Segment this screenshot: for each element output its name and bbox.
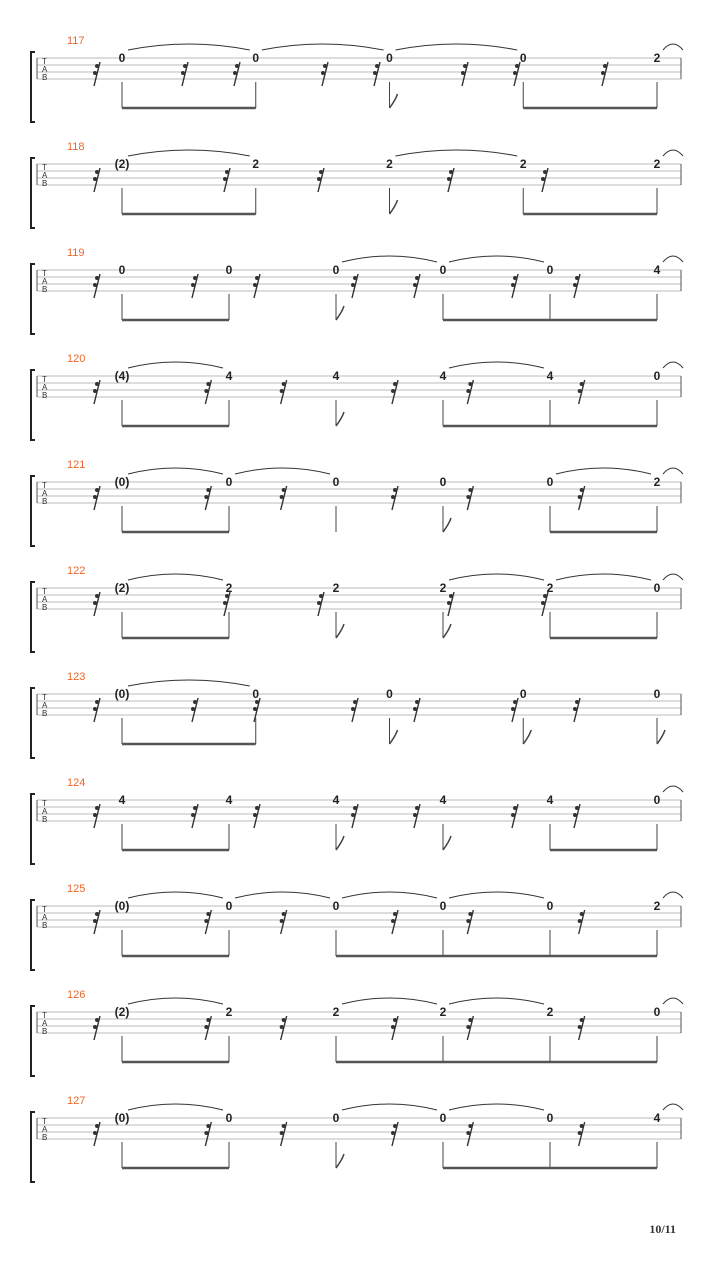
rest-symbol bbox=[93, 486, 100, 510]
tab-note bbox=[654, 468, 683, 532]
system-bracket bbox=[31, 794, 35, 864]
note-flag bbox=[657, 730, 665, 744]
rest-symbol bbox=[317, 592, 324, 616]
fret-number: 2 bbox=[653, 157, 661, 171]
tab-system bbox=[31, 989, 683, 1076]
rest-symbol bbox=[191, 804, 198, 828]
tab-system bbox=[31, 141, 683, 228]
tie-arc bbox=[449, 1104, 544, 1110]
tab-clef-letter: A bbox=[42, 807, 48, 816]
fret-number: 2 bbox=[546, 1005, 554, 1019]
tab-clef-letter: A bbox=[42, 277, 48, 286]
fret-number: 0 bbox=[332, 475, 340, 489]
rest-symbol bbox=[93, 380, 100, 404]
rest-symbol bbox=[391, 486, 398, 510]
tie-arc bbox=[449, 892, 544, 898]
rest-symbol bbox=[93, 592, 100, 616]
tab-clef-letter: B bbox=[42, 285, 48, 294]
tie-arc bbox=[663, 1104, 683, 1110]
tab-clef-letter: T bbox=[42, 481, 47, 490]
tab-system bbox=[31, 565, 683, 652]
rest-symbol bbox=[351, 274, 358, 298]
tab-note bbox=[440, 362, 550, 426]
tab-note bbox=[115, 574, 229, 638]
rest-symbol bbox=[93, 168, 100, 192]
tab-note bbox=[654, 44, 683, 108]
measure-number: 125 bbox=[67, 883, 86, 895]
tab-note bbox=[386, 150, 517, 214]
fret-number: 4 bbox=[439, 793, 447, 807]
rest-symbol bbox=[541, 168, 548, 192]
note-flag bbox=[336, 412, 344, 426]
tie-arc bbox=[663, 892, 683, 898]
tab-clef-letter: A bbox=[42, 1019, 48, 1028]
tie-arc bbox=[663, 362, 683, 368]
tab-note bbox=[115, 150, 256, 214]
fret-number: 0 bbox=[252, 687, 260, 701]
measure-number: 123 bbox=[67, 671, 86, 683]
rest-symbol bbox=[351, 698, 358, 722]
tab-note bbox=[115, 892, 229, 956]
tie-arc bbox=[663, 574, 683, 580]
rest-symbol bbox=[578, 486, 585, 510]
tab-note bbox=[226, 892, 330, 956]
system-bracket bbox=[31, 370, 35, 440]
tab-note bbox=[547, 574, 657, 638]
measure-number: 120 bbox=[67, 353, 86, 365]
note-flag bbox=[390, 200, 398, 214]
tab-system bbox=[31, 1095, 683, 1182]
tab-clef-letter: A bbox=[42, 171, 48, 180]
tab-system bbox=[31, 35, 683, 122]
fret-number: 2 bbox=[225, 1005, 233, 1019]
rest-symbol bbox=[578, 1016, 585, 1040]
tab-note bbox=[252, 44, 383, 108]
rest-symbol bbox=[93, 804, 100, 828]
rest-symbol bbox=[391, 1016, 398, 1040]
system-bracket bbox=[31, 688, 35, 758]
rest-symbol bbox=[93, 1016, 100, 1040]
tab-note bbox=[226, 468, 330, 532]
rest-symbol bbox=[204, 910, 211, 934]
fret-number: 0 bbox=[439, 263, 447, 277]
rest-symbol bbox=[447, 168, 454, 192]
rest-symbol bbox=[93, 1122, 100, 1146]
rest-symbol bbox=[466, 380, 473, 404]
tie-arc bbox=[556, 574, 651, 580]
fret-number: 0 bbox=[519, 687, 527, 701]
rest-symbol bbox=[181, 62, 188, 86]
rest-symbol bbox=[223, 168, 230, 192]
tie-arc bbox=[128, 362, 223, 368]
rest-symbol bbox=[351, 804, 358, 828]
tab-note bbox=[547, 468, 657, 532]
rest-symbol bbox=[578, 380, 585, 404]
tab-clef-letter: B bbox=[42, 815, 48, 824]
fret-number: 0 bbox=[332, 1111, 340, 1125]
rest-symbol bbox=[511, 698, 518, 722]
system-bracket bbox=[31, 900, 35, 970]
tie-arc bbox=[128, 892, 223, 898]
tab-note bbox=[333, 256, 437, 320]
tab-note bbox=[654, 998, 683, 1062]
measure-number: 122 bbox=[67, 565, 86, 577]
rest-symbol bbox=[280, 910, 287, 934]
fret-number: 2 bbox=[519, 157, 527, 171]
tab-clef-letter: B bbox=[42, 73, 48, 82]
fret-number: 0 bbox=[225, 1111, 233, 1125]
rest-symbol bbox=[578, 910, 585, 934]
fret-number: 2 bbox=[252, 157, 260, 171]
tab-note bbox=[333, 892, 443, 956]
tab-note bbox=[654, 574, 683, 638]
fret-number: (4) bbox=[114, 369, 130, 383]
fret-number: (2) bbox=[114, 1005, 130, 1019]
system-bracket bbox=[31, 52, 35, 122]
fret-number: 0 bbox=[519, 51, 527, 65]
rest-symbol bbox=[391, 1122, 398, 1146]
tab-clef-letter: T bbox=[42, 799, 47, 808]
tab-clef-letter: B bbox=[42, 179, 48, 188]
tab-system bbox=[31, 777, 683, 864]
tie-arc bbox=[128, 574, 223, 580]
tab-note bbox=[115, 362, 229, 426]
fret-number: 0 bbox=[653, 687, 661, 701]
tie-arc bbox=[128, 680, 250, 686]
tie-arc bbox=[663, 150, 683, 156]
fret-number: 0 bbox=[225, 263, 233, 277]
rest-symbol bbox=[253, 698, 260, 722]
rest-symbol bbox=[280, 380, 287, 404]
measure-number: 127 bbox=[67, 1095, 86, 1107]
fret-number: 2 bbox=[439, 581, 447, 595]
rest-symbol bbox=[93, 274, 100, 298]
tab-clef-letter: B bbox=[42, 709, 48, 718]
tie-arc bbox=[262, 44, 384, 50]
fret-number: (2) bbox=[114, 157, 130, 171]
rest-symbol bbox=[466, 910, 473, 934]
fret-number: 2 bbox=[439, 1005, 447, 1019]
tab-clef-letter: B bbox=[42, 391, 48, 400]
fret-number: 0 bbox=[653, 1005, 661, 1019]
tab-system bbox=[31, 247, 683, 334]
fret-number: 2 bbox=[653, 899, 661, 913]
tab-system bbox=[31, 883, 683, 970]
tab-clef-letter: T bbox=[42, 905, 47, 914]
fret-number: 4 bbox=[546, 369, 554, 383]
tie-arc bbox=[342, 256, 437, 262]
tie-arc bbox=[128, 150, 250, 156]
system-bracket bbox=[31, 476, 35, 546]
rest-symbol bbox=[253, 804, 260, 828]
measure-number: 117 bbox=[67, 35, 85, 47]
system-bracket bbox=[31, 1112, 35, 1182]
rest-symbol bbox=[204, 380, 211, 404]
rest-symbol bbox=[573, 804, 580, 828]
rest-symbol bbox=[280, 1122, 287, 1146]
rest-symbol bbox=[233, 62, 240, 86]
rest-symbol bbox=[601, 62, 608, 86]
tab-clef-letter: B bbox=[42, 921, 48, 930]
rest-symbol bbox=[573, 698, 580, 722]
fret-number: (0) bbox=[114, 687, 130, 701]
rest-symbol bbox=[191, 274, 198, 298]
fret-number: 0 bbox=[252, 51, 260, 65]
tie-arc bbox=[128, 44, 250, 50]
rest-symbol bbox=[573, 274, 580, 298]
fret-number: 0 bbox=[386, 51, 393, 65]
fret-number: 0 bbox=[546, 475, 554, 489]
fret-number: 0 bbox=[386, 687, 393, 701]
tab-note bbox=[654, 892, 683, 956]
tie-arc bbox=[342, 998, 437, 1004]
note-flag bbox=[523, 730, 531, 744]
note-flag bbox=[336, 624, 344, 638]
fret-number: 0 bbox=[225, 899, 233, 913]
fret-number: 4 bbox=[439, 369, 447, 383]
fret-number: 4 bbox=[546, 793, 554, 807]
measure-number: 121 bbox=[67, 459, 86, 471]
fret-number: (0) bbox=[114, 475, 130, 489]
rest-symbol bbox=[541, 592, 548, 616]
fret-number: 0 bbox=[118, 51, 126, 65]
fret-number: 0 bbox=[546, 1111, 554, 1125]
tie-arc bbox=[663, 468, 683, 474]
tab-note bbox=[440, 1104, 550, 1168]
tab-note bbox=[119, 44, 256, 108]
tab-clef-letter: A bbox=[42, 65, 48, 74]
rest-symbol bbox=[191, 698, 198, 722]
tab-note bbox=[386, 44, 517, 108]
rest-symbol bbox=[447, 592, 454, 616]
tie-arc bbox=[449, 574, 544, 580]
tab-clef-letter: B bbox=[42, 603, 48, 612]
page-number: 10/11 bbox=[649, 1222, 676, 1236]
fret-number: 4 bbox=[332, 369, 340, 383]
rest-symbol bbox=[511, 274, 518, 298]
tab-clef-letter: T bbox=[42, 1117, 47, 1126]
tab-note bbox=[654, 256, 683, 320]
measure-number: 119 bbox=[67, 247, 85, 259]
tab-clef-letter: T bbox=[42, 57, 47, 66]
tab-note bbox=[440, 892, 550, 956]
system-bracket bbox=[31, 264, 35, 334]
tie-arc bbox=[556, 468, 651, 474]
fret-number: 0 bbox=[439, 1111, 447, 1125]
system-bracket bbox=[31, 582, 35, 652]
rest-symbol bbox=[321, 62, 328, 86]
rest-symbol bbox=[280, 486, 287, 510]
tie-arc bbox=[396, 44, 518, 50]
fret-number: 4 bbox=[118, 793, 126, 807]
note-flag bbox=[390, 94, 398, 108]
tie-arc bbox=[449, 362, 544, 368]
tab-note bbox=[440, 256, 550, 320]
tab-clef-letter: B bbox=[42, 497, 48, 506]
tab-note bbox=[654, 362, 683, 426]
fret-number: 0 bbox=[332, 899, 340, 913]
note-flag bbox=[336, 306, 344, 320]
tab-clef-letter: T bbox=[42, 163, 47, 172]
tab-clef-letter: A bbox=[42, 489, 48, 498]
rest-symbol bbox=[578, 1122, 585, 1146]
measure-number: 124 bbox=[67, 777, 86, 789]
fret-number: (2) bbox=[114, 581, 130, 595]
rest-symbol bbox=[466, 486, 473, 510]
fret-number: 0 bbox=[439, 475, 447, 489]
tab-clef-letter: B bbox=[42, 1133, 48, 1142]
tie-arc bbox=[663, 998, 683, 1004]
tie-arc bbox=[128, 468, 223, 474]
tie-arc bbox=[449, 998, 544, 1004]
fret-number: 0 bbox=[225, 475, 233, 489]
tab-note bbox=[115, 468, 229, 532]
fret-number: 2 bbox=[653, 51, 661, 65]
fret-number: 0 bbox=[118, 263, 126, 277]
fret-number: 2 bbox=[386, 157, 393, 171]
fret-number: 0 bbox=[546, 263, 554, 277]
fret-number: (0) bbox=[114, 1111, 130, 1125]
fret-number: 2 bbox=[546, 581, 554, 595]
rest-symbol bbox=[204, 1122, 211, 1146]
fret-number: 4 bbox=[653, 1111, 661, 1125]
tie-arc bbox=[449, 256, 544, 262]
rest-symbol bbox=[93, 698, 100, 722]
tab-note bbox=[654, 786, 683, 850]
rest-symbol bbox=[466, 1016, 473, 1040]
tab-clef-letter: T bbox=[42, 693, 47, 702]
rest-symbol bbox=[413, 698, 420, 722]
rest-symbol bbox=[93, 62, 100, 86]
fret-number: (0) bbox=[114, 899, 130, 913]
fret-number: 0 bbox=[332, 263, 340, 277]
rest-symbol bbox=[466, 1122, 473, 1146]
tie-arc bbox=[396, 150, 518, 156]
tab-note bbox=[654, 150, 683, 214]
rest-symbol bbox=[204, 486, 211, 510]
system-bracket bbox=[31, 158, 35, 228]
rest-symbol bbox=[391, 910, 398, 934]
fret-number: 0 bbox=[439, 899, 447, 913]
tab-clef-letter: A bbox=[42, 595, 48, 604]
tab-system bbox=[31, 671, 681, 758]
note-flag bbox=[443, 518, 451, 532]
note-flag bbox=[443, 836, 451, 850]
tie-arc bbox=[128, 998, 223, 1004]
tie-arc bbox=[663, 44, 683, 50]
rest-symbol bbox=[511, 804, 518, 828]
note-flag bbox=[443, 624, 451, 638]
fret-number: 0 bbox=[653, 369, 661, 383]
fret-number: 0 bbox=[653, 581, 661, 595]
tab-note bbox=[333, 1104, 437, 1168]
fret-number: 4 bbox=[225, 793, 233, 807]
tab-clef-letter: T bbox=[42, 269, 47, 278]
tie-arc bbox=[128, 1104, 223, 1110]
tie-arc bbox=[342, 892, 437, 898]
tab-system bbox=[31, 353, 683, 440]
tab-clef-letter: A bbox=[42, 913, 48, 922]
measure-number: 118 bbox=[67, 141, 85, 153]
note-flag bbox=[390, 730, 398, 744]
rest-symbol bbox=[204, 1016, 211, 1040]
tab-clef-letter: T bbox=[42, 375, 47, 384]
tab-note bbox=[333, 998, 443, 1062]
tie-arc bbox=[235, 468, 330, 474]
tab-clef-letter: B bbox=[42, 1027, 48, 1036]
fret-number: 4 bbox=[225, 369, 233, 383]
fret-number: 2 bbox=[332, 1005, 340, 1019]
measure-number: 126 bbox=[67, 989, 86, 1001]
tab-clef-letter: A bbox=[42, 383, 48, 392]
tie-arc bbox=[663, 786, 683, 792]
note-flag bbox=[336, 836, 344, 850]
rest-symbol bbox=[253, 274, 260, 298]
fret-number: 2 bbox=[332, 581, 340, 595]
tab-note bbox=[440, 574, 544, 638]
rest-symbol bbox=[391, 380, 398, 404]
fret-number: 4 bbox=[332, 793, 340, 807]
rest-symbol bbox=[413, 274, 420, 298]
fret-number: 0 bbox=[653, 793, 661, 807]
tab-clef-letter: A bbox=[42, 1125, 48, 1134]
tab-clef-letter: T bbox=[42, 587, 47, 596]
tab-note bbox=[115, 1104, 229, 1168]
tie-arc bbox=[342, 1104, 437, 1110]
rest-symbol bbox=[93, 910, 100, 934]
system-bracket bbox=[31, 1006, 35, 1076]
fret-number: 4 bbox=[653, 263, 661, 277]
tab-clef-letter: T bbox=[42, 1011, 47, 1020]
note-flag bbox=[336, 1154, 344, 1168]
fret-number: 2 bbox=[225, 581, 233, 595]
tie-arc bbox=[663, 256, 683, 262]
rest-symbol bbox=[373, 62, 380, 86]
tie-arc bbox=[235, 892, 330, 898]
fret-number: 0 bbox=[546, 899, 554, 913]
tab-note bbox=[115, 680, 256, 744]
rest-symbol bbox=[413, 804, 420, 828]
rest-symbol bbox=[317, 168, 324, 192]
rest-symbol bbox=[513, 62, 520, 86]
tab-note bbox=[654, 1104, 683, 1168]
tab-note bbox=[115, 998, 229, 1062]
rest-symbol bbox=[461, 62, 468, 86]
fret-number: 2 bbox=[653, 475, 661, 489]
tab-clef-letter: A bbox=[42, 701, 48, 710]
rest-symbol bbox=[280, 1016, 287, 1040]
tab-note bbox=[440, 998, 550, 1062]
tab-system bbox=[31, 459, 683, 546]
